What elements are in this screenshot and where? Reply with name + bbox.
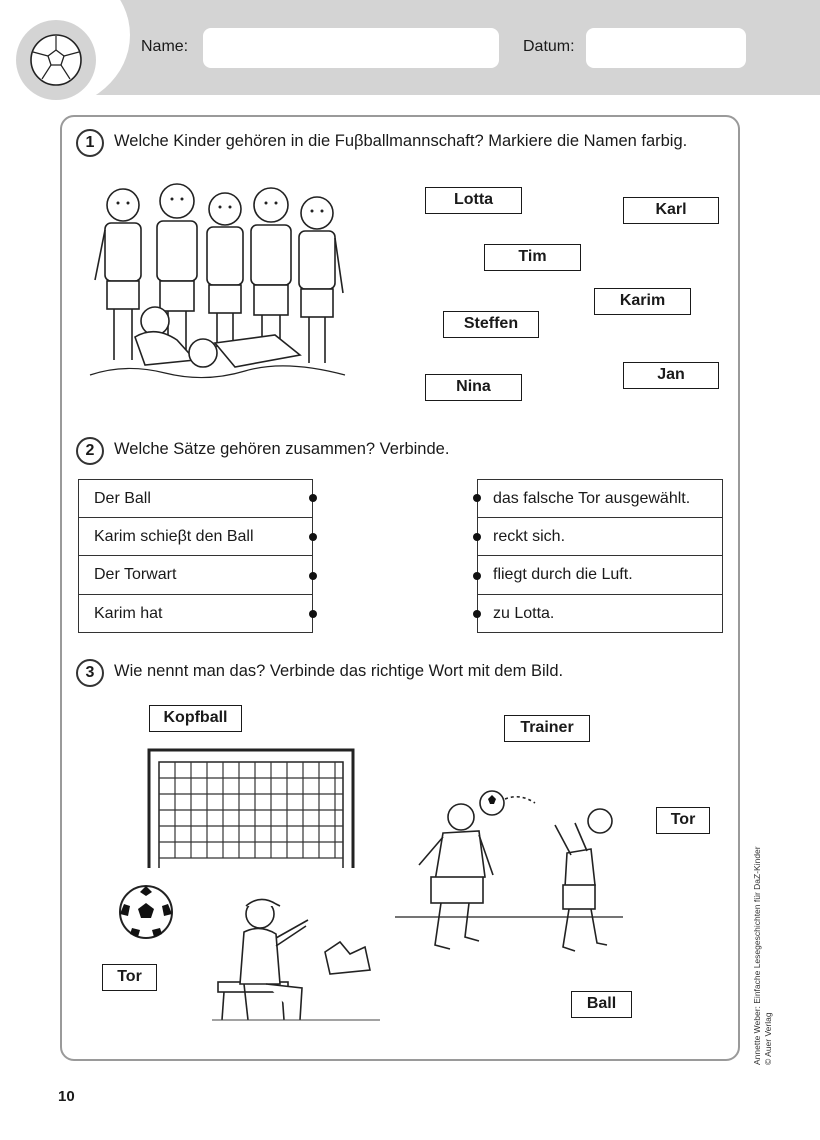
sentence-end-3: fliegt durch die Luft. <box>477 555 723 595</box>
word-card-kopfball[interactable]: Kopfball <box>149 705 242 732</box>
task-1-instruction: Welche Kinder gehören in die Fuβballmannschaft? Markiere die Namen farbig. <box>114 132 688 150</box>
soccer-team-illustration <box>85 175 355 385</box>
sentence-start-4: Karim hat <box>78 594 313 633</box>
name-card-karl[interactable]: Karl <box>623 197 719 224</box>
copyright-note <box>752 846 774 1065</box>
soccer-ball-icon <box>28 32 84 88</box>
page-number: 10 <box>58 1088 75 1105</box>
copyright-line-1: Annette Weber: Einfache Lesegeschichten für DaZ-Kinder <box>752 846 762 1065</box>
sentence-start-3: Der Torwart <box>78 555 313 595</box>
word-card-tor-right[interactable]: Tor <box>656 807 710 834</box>
sentence-end-2: reckt sich. <box>477 517 723 556</box>
name-card-tim[interactable]: Tim <box>484 244 581 271</box>
name-label: Name: <box>141 38 189 55</box>
sentence-start-2: Karim schieβt den Ball <box>78 517 313 556</box>
word-card-trainer[interactable]: Trainer <box>504 715 590 742</box>
goal-illustration <box>147 748 355 870</box>
name-card-steffen[interactable]: Steffen <box>443 311 539 338</box>
task-2-number: 2 <box>76 437 104 465</box>
connect-dot-left-1[interactable] <box>309 494 317 502</box>
header-ball-illustration <box>395 785 625 963</box>
connect-dot-left-4[interactable] <box>309 610 317 618</box>
connect-dot-right-1[interactable] <box>473 494 481 502</box>
name-card-jan[interactable]: Jan <box>623 362 719 389</box>
date-label: Datum: <box>523 38 575 55</box>
word-card-ball[interactable]: Ball <box>571 991 632 1018</box>
name-card-karim[interactable]: Karim <box>594 288 691 315</box>
connect-dot-right-2[interactable] <box>473 533 481 541</box>
copyright-line-2: © Auer Verlag <box>763 1012 773 1065</box>
sentence-end-1: das falsche Tor ausgewählt. <box>477 479 723 518</box>
name-card-lotta[interactable]: Lotta <box>425 187 522 214</box>
name-card-nina[interactable]: Nina <box>425 374 522 401</box>
trainer-illustration <box>210 892 385 1022</box>
task-1-number: 1 <box>76 129 104 157</box>
connect-dot-right-4[interactable] <box>473 610 481 618</box>
connect-dot-left-3[interactable] <box>309 572 317 580</box>
task-2-instruction: Welche Sätze gehören zusammen? Verbinde. <box>114 440 450 458</box>
word-card-tor-left[interactable]: Tor <box>102 964 157 991</box>
sentence-end-4: zu Lotta. <box>477 594 723 633</box>
connect-dot-left-2[interactable] <box>309 533 317 541</box>
task-3-instruction: Wie nennt man das? Verbinde das richtige Wort mit dem Bild. <box>114 662 564 680</box>
connect-dot-right-3[interactable] <box>473 572 481 580</box>
sentence-start-1: Der Ball <box>78 479 313 518</box>
soccer-ball-illustration <box>118 884 174 940</box>
name-input[interactable] <box>203 28 499 68</box>
task-3-number: 3 <box>76 659 104 687</box>
date-input[interactable] <box>586 28 746 68</box>
